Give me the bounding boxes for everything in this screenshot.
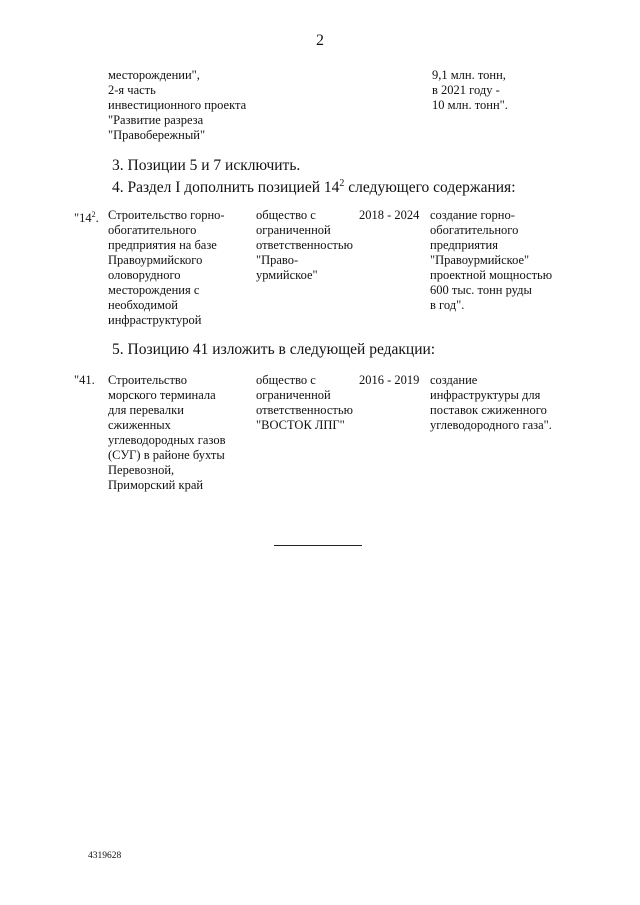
row-14-2-result: создание горно- обогатительного предприятия "Правоурмийское" проектной мощностью 600 тыс. тонн руды в год". <box>430 208 553 312</box>
item-5-text: 5. Позицию 41 изложить в следующей редакции: <box>112 341 436 358</box>
row-41-company: общество с ограниченной ответственностью "ВОСТОК ЛПГ" <box>256 373 353 432</box>
row-41-period: 2016 - 2019 <box>359 373 420 387</box>
row-41-result: создание инфраструктуры для поставок сжиженного углеводородного газа". <box>430 373 552 432</box>
row-41-project: Строительство морского терминала для перевалки сжиженных углеводородных газов (СУГ) в районе бухты Перевозной, Приморский край <box>108 373 226 492</box>
item-3-text: 3. Позиции 5 и 7 исключить. <box>112 157 301 174</box>
row-14-2-number: "$14^2$. <box>74 210 99 226</box>
continuation-project-text: месторождении", 2-я часть инвестиционного проекта "Развитие разреза "Правобережный" <box>108 68 247 142</box>
continuation-result-text: 9,1 млн. тонн, в 2021 году - 10 млн. тонн". <box>432 68 508 112</box>
row-14-2-project: Строительство горно- обогатительного предприятия на базе Правоурмийского оловорудного месторождения с необходимой инфраструктурой <box>108 208 225 327</box>
row-41-number: "41. <box>74 373 95 387</box>
page-number: 2 <box>316 32 324 49</box>
row-14-2-period: 2018 - 2024 <box>359 208 420 222</box>
end-divider <box>274 545 362 546</box>
document-id: 4319628 <box>88 851 122 861</box>
item-4-text: 4. Раздел I дополнить позицией $14^2$ следующего содержания: <box>112 178 516 197</box>
row-14-2-company: общество с ограниченной ответственностью "Право- урмийское" <box>256 208 353 282</box>
